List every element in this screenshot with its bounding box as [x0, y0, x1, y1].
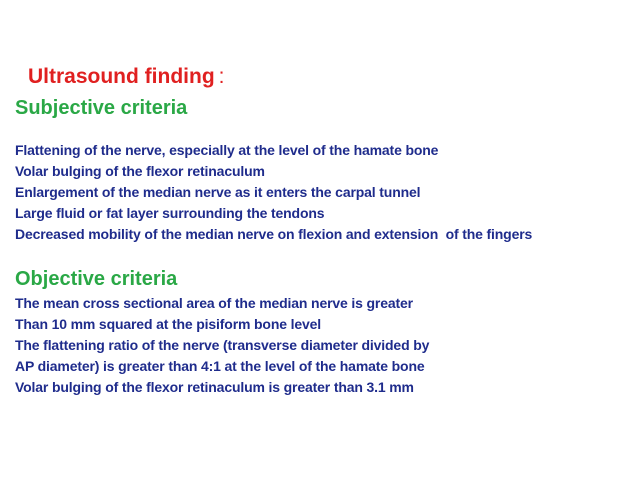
title-colon: : [218, 65, 225, 88]
subjective-list [15, 140, 532, 245]
slide-title [28, 64, 225, 90]
objective-heading: Objective criteria [15, 268, 178, 290]
objective-item: The flattening ratio of the nerve (transverse diameter divided by [15, 337, 430, 353]
subjective-heading: Subjective criteria [15, 97, 188, 119]
objective-item: AP diameter) is greater than 4:1 at the level of the hamate bone [15, 358, 425, 374]
objective-item: Than 10 mm squared at the pisiform bone level [15, 316, 321, 332]
subjective-item: Flattening of the nerve, especially at the level of the hamate bone [15, 142, 439, 158]
objective-item: Volar bulging of the flexor retinaculum is greater than 3.1 mm [15, 379, 414, 395]
title-text: Ultrasound finding [28, 65, 215, 88]
objective-item: The mean cross sectional area of the median nerve is greater [15, 295, 413, 311]
subjective-item: Enlargement of the median nerve as it enters the carpal tunnel [15, 184, 421, 200]
subjective-item: Decreased mobility of the median nerve on flexion and extension of the fingers [15, 226, 533, 242]
objective-list [15, 293, 429, 398]
subjective-item: Large fluid or fat layer surrounding the tendons [15, 205, 325, 221]
subjective-item: Volar bulging of the flexor retinaculum [15, 163, 265, 179]
